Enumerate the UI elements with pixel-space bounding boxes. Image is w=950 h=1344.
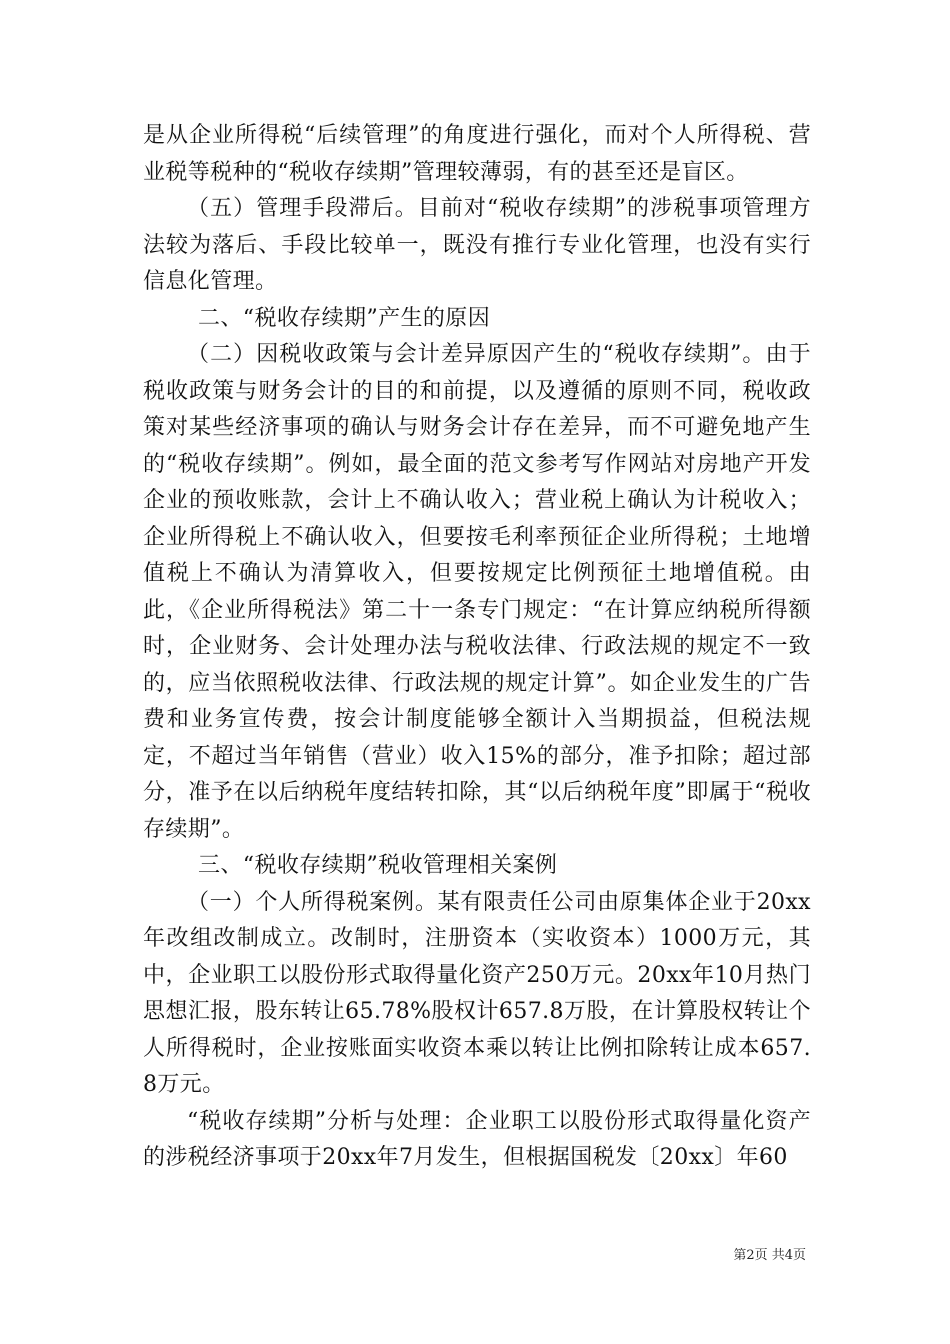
page-number: 第2页 共4页 bbox=[733, 1248, 806, 1263]
paragraph-continuation: 是从企业所得税“后续管理”的角度进行强化，而对个人所得税、营业税等税种的“税收存续期”管理较薄弱，有的甚至还是盲区。 bbox=[143, 123, 811, 185]
paragraph-management-methods: （五）管理手段滞后。目前对“税收存续期”的涉税事项管理方法较为落后、手段比较单一，既没有推行专业化管理，也没有实行信息化管理。 bbox=[143, 196, 811, 294]
paragraph-analysis: “税收存续期”分析与处理：企业职工以股份形式取得量化资产的涉税经济事项于20xx年7月发生，但根据国税发〔20xx〕年60 bbox=[143, 1108, 811, 1170]
document-body bbox=[143, 118, 811, 1177]
paragraph-policy-accounting-difference: （二）因税收政策与会计差异原因产生的“税收存续期”。由于税收政策与财务会计的目的和前提，以及遵循的原则不同，税收政策对某些经济事项的确认与财务会计存在差异，而不可避免地产生的“税收存续期”。例如，最全面的范文参考写作网站对房地产开发企业的预收账款，会计上不确认收入；营业税上确认为计税收入；企业所得税上不确认收入，但要按毛利率预征企业所得税；土地增值税上不确认为清算收入，但要按规定比例预征土地增值税。由此，《企业所得税法》第二十一条专门规定：“在计算应纳税所得额时，企业财务、会计处理办法与税收法律、行政法规的规定不一致的，应当依照税收法律、行政法规的规定计算”。如企业发生的广告费和业务宣传费，按会计制度能够全额计入当期损益，但税法规定，不超过当年销售（营业）收入15%的部分，准予扣除；超过部分，准予在以后纳税年度结转扣除，其“以后纳税年度”即属于“税收存续期”。 bbox=[143, 342, 811, 842]
paragraph-income-tax-case: （一）个人所得税案例。某有限责任公司由原集体企业于20xx年改组改制成立。改制时，注册资本（实收资本）1000万元，其中，企业职工以股份形式取得量化资产250万元。20xx年10月热门思想汇报，股东转让65.78%股权计657.8万股，在计算股权转让个人所得税时，企业按账面实收资本乘以转让比例扣除转让成本657.8万元。 bbox=[143, 889, 811, 1097]
section-heading-causes: 二、“税收存续期”产生的原因 bbox=[198, 305, 491, 331]
section-heading-cases: 三、“税收存续期”税收管理相关案例 bbox=[198, 853, 558, 878]
